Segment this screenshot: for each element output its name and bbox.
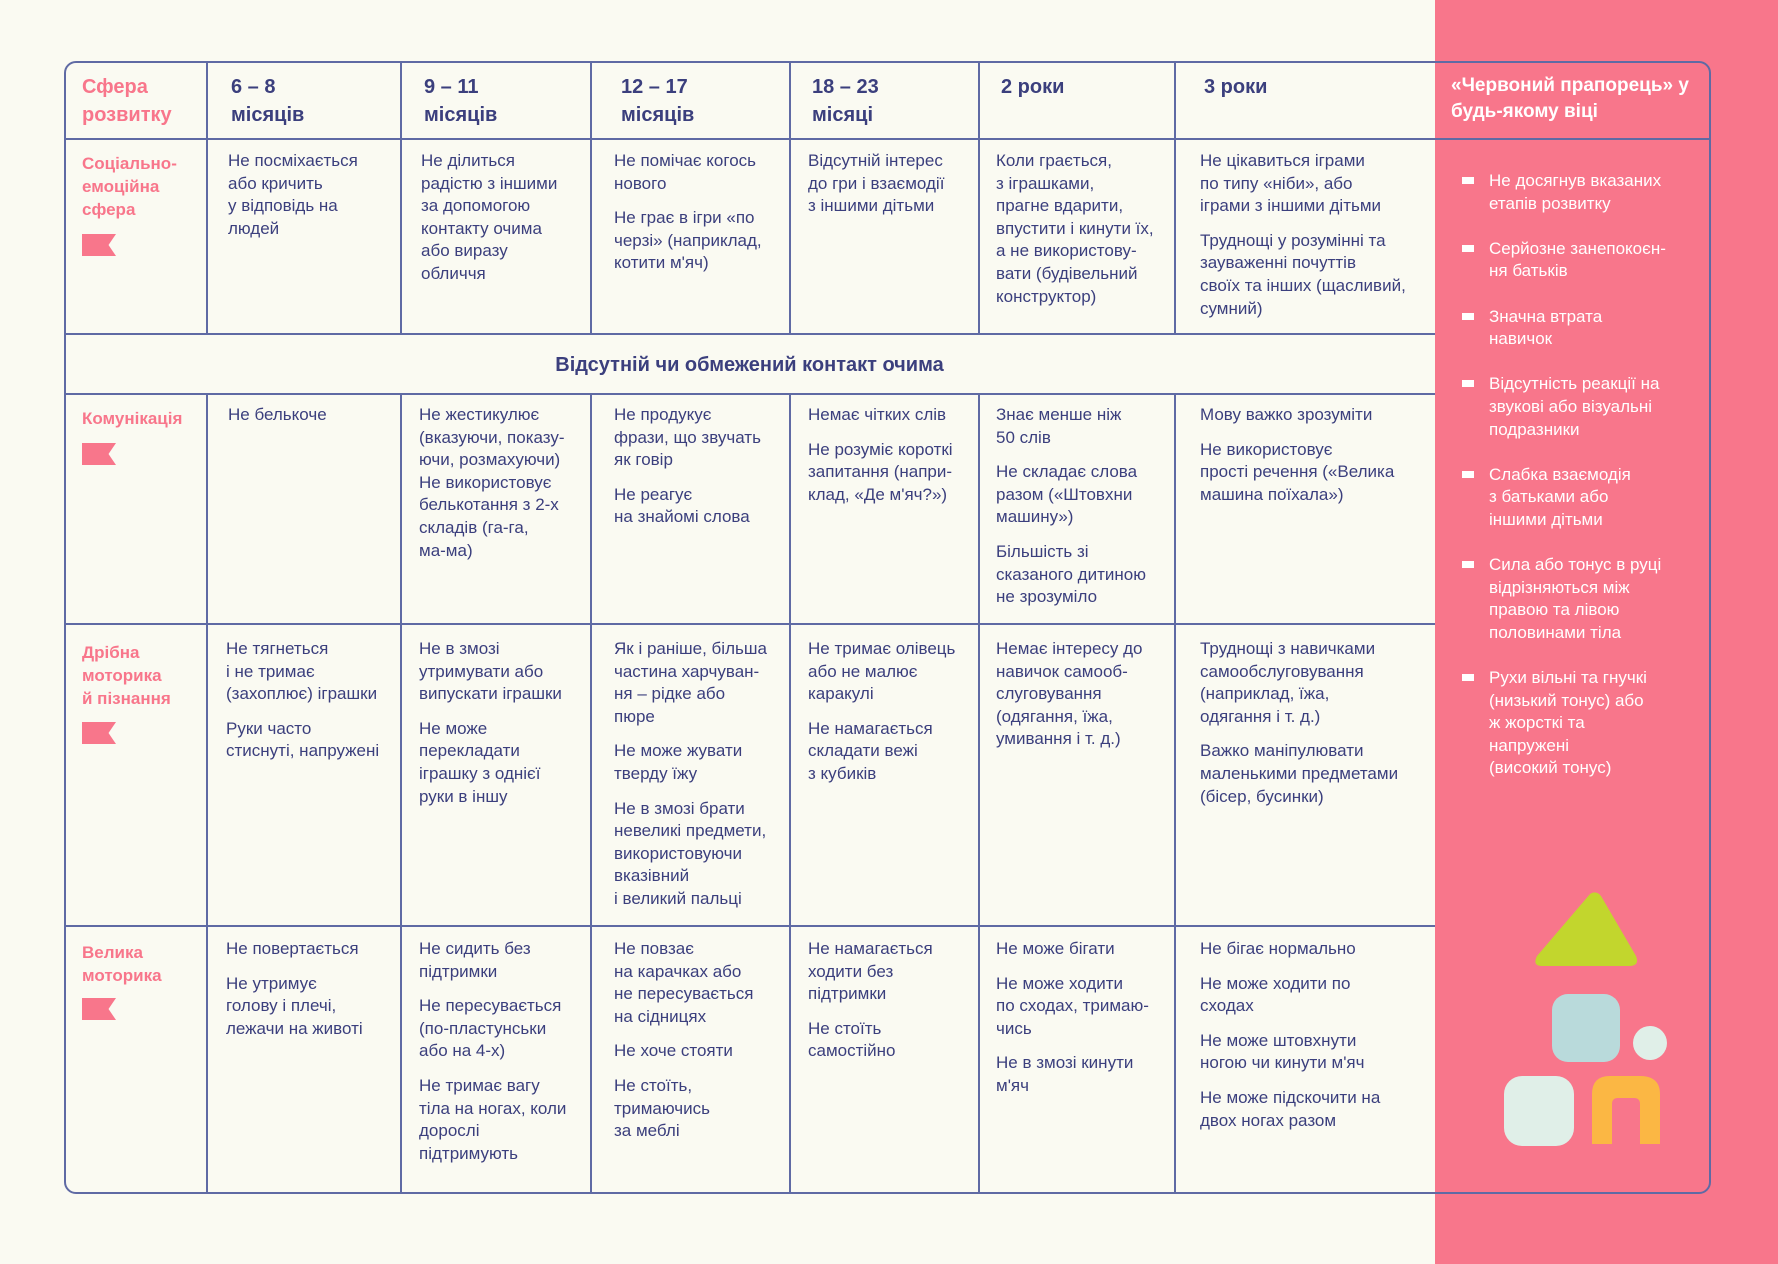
- column-divider: [978, 61, 980, 334]
- cell-text: Не белькоче: [228, 405, 327, 424]
- cell-text: Не може ходити по сходах, тримаю- чись: [996, 973, 1149, 1038]
- cell-fine-motor-9-11: [419, 638, 589, 820]
- bullet-icon: [1462, 245, 1474, 252]
- red-flag-item: [1462, 464, 1702, 532]
- row-label-gross-motor: Велика моторика: [82, 943, 162, 985]
- bullet-icon: [1462, 177, 1474, 184]
- column-divider: [978, 393, 980, 1194]
- cell-gross-motor-12-17: [614, 938, 788, 1155]
- cell-text: Не може перекладати іграшку з однієї руки в іншу: [419, 718, 541, 806]
- red-flag-text: Значна втрата навичок: [1489, 306, 1603, 349]
- red-flag-item: [1462, 170, 1702, 215]
- cell-text: Не пересувається (по-пластунськи або на 4-х): [419, 996, 562, 1061]
- cell-text: Руки часто стиснуті, напружені: [226, 718, 380, 761]
- cell-text: Не намагається ходити без підтримки: [808, 939, 933, 1004]
- red-flag-text: Сила або тонус в руці відрізняються між правою та лівою половинами тіла: [1489, 555, 1662, 642]
- cell-text: Важко маніпулювати маленькими предметами (бісер, бусинки): [1200, 741, 1399, 806]
- column-divider: [1174, 61, 1176, 334]
- cell-text: Не повертається: [226, 939, 359, 958]
- column-divider: [1174, 393, 1176, 1194]
- cell-text: Не посміхається або кричить у відповідь на людей: [228, 151, 358, 238]
- cell-gross-motor-9-11: [419, 938, 589, 1177]
- red-flag-item: [1462, 373, 1702, 441]
- cell-fine-motor-3: [1200, 638, 1432, 820]
- cell-text: Не стоїть, тримаючись за меблі: [614, 1075, 710, 1141]
- red-flag-text: Слабка взаємодія з батьками або іншими дітьми: [1489, 464, 1631, 529]
- row-label-social: Соціально- емоційна сфера: [82, 154, 177, 219]
- header-divider: [64, 138, 1711, 140]
- cell-text: Не може бігати: [996, 939, 1115, 958]
- red-flag-item: [1462, 554, 1702, 644]
- red-flag-title: «Червоний прапорець» у будь-якому віці: [1451, 75, 1689, 122]
- header-age-6-8: 6 – 8 місяців: [231, 76, 305, 126]
- red-flag-text: Відсутність реакції на звукові або візуальні подразники: [1489, 374, 1660, 439]
- row-label-fine-motor: Дрібна моторика й пізнання: [82, 643, 171, 708]
- column-divider: [400, 393, 402, 1194]
- red-flag-item: [1462, 238, 1702, 283]
- cell-gross-motor-3: [1200, 938, 1432, 1144]
- header-age-2: 2 роки: [1001, 76, 1065, 98]
- cell-text: Не розуміє короткі запитання (напри- клад, «Де м'яч?»): [808, 439, 953, 504]
- cell-text: Не стоїть самостійно: [808, 1018, 896, 1061]
- cell-communication-9-11: [419, 404, 589, 574]
- cell-text: Немає чітких слів: [808, 405, 947, 424]
- red-flag-item: [1462, 306, 1702, 351]
- bullet-icon: [1462, 674, 1474, 681]
- cell-text: Не в змозі кинути м'яч: [996, 1053, 1134, 1095]
- cell-gross-motor-6-8: [226, 938, 398, 1052]
- red-flag-list: [1462, 170, 1702, 803]
- cell-text: Не може штовхнути ногою чи кинути м'яч: [1200, 1030, 1365, 1073]
- cell-social-18-23: [808, 150, 976, 230]
- column-divider: [789, 393, 791, 1194]
- cell-text: Не грає в ігри «по черзі» (наприклад, котити м'яч): [614, 208, 762, 273]
- arch-block-icon: [1592, 1076, 1660, 1144]
- header-age-18-23: 18 – 23 місяці: [812, 76, 879, 126]
- bullet-icon: [1462, 313, 1474, 320]
- square-block-icon: [1552, 994, 1620, 1062]
- toy-blocks-illustration: [1490, 890, 1690, 1150]
- column-divider: [590, 61, 592, 334]
- cell-text: Не цікавиться іграми по типу «ніби», або іграми з іншими дітьми: [1200, 151, 1382, 216]
- cell-communication-3: [1200, 404, 1432, 518]
- cell-text: Не реагує на знайомі слова: [614, 484, 750, 527]
- cell-text: Мову важко зрозуміти: [1200, 405, 1373, 424]
- red-flag-item: [1462, 667, 1702, 780]
- header-age-3: 3 роки: [1204, 76, 1268, 98]
- cell-text: Не хоче стояти: [614, 1041, 733, 1061]
- header-age-12-17: 12 – 17 місяців: [621, 76, 695, 126]
- red-flag-text: Серйозне занепокоєн- ня батьків: [1489, 238, 1666, 281]
- cell-text: Не ділиться радістю з іншими за допомогою контакту очима або виразу обличчя: [421, 151, 558, 283]
- cell-fine-motor-2: [996, 638, 1172, 763]
- red-flag-text: Рухи вільні та гнучкі (низький тонус) або ж жорсткі та напружені (високий тонус): [1489, 668, 1647, 778]
- cell-text: Не в змозі утримувати або випускати іграшки: [419, 639, 562, 704]
- header-age-9-11: 9 – 11 місяців: [424, 76, 498, 126]
- cell-text: Труднощі у розумінні та зауваженні почуттів своїх та інших (щасливий, сумний): [1200, 230, 1406, 318]
- row-label-communication: Комунікація: [82, 409, 183, 428]
- cell-text: Не тримає олівець або не малює каракулі: [808, 639, 956, 704]
- cell-text: Не сидить без підтримки: [419, 939, 531, 981]
- cell-text: Не намагається складати вежі з кубиків: [808, 718, 933, 783]
- row-divider: [64, 623, 1435, 625]
- cell-text: Не тягнеться і не тримає (захоплює) іграшки: [226, 639, 378, 704]
- cell-social-12-17: [614, 150, 788, 287]
- cell-fine-motor-18-23: [808, 638, 976, 798]
- cell-text: Не використовує прості речення («Велика машина поїхала»): [1200, 439, 1395, 504]
- cell-text: Знає менше ніж 50 слів: [996, 405, 1122, 447]
- cell-social-3: [1200, 150, 1432, 332]
- cell-social-2: [996, 150, 1172, 320]
- bullet-icon: [1462, 561, 1474, 568]
- cell-text: Не помічає когось нового: [614, 151, 757, 193]
- cell-text: Не складає слова разом («Штовхни машину»): [996, 462, 1138, 527]
- column-divider: [206, 393, 208, 1194]
- cell-text: Не жестикулює (вказуючи, показу- ючи, розмахуючи) Не використовує белькотання з 2-х складів (га-га, ма-ма): [419, 405, 565, 560]
- bullet-icon: [1462, 380, 1474, 387]
- cell-social-6-8: [228, 150, 398, 252]
- cell-communication-18-23: [808, 404, 976, 518]
- cell-text: Не може підскочити на двох ногах разом: [1200, 1087, 1381, 1130]
- soft-block-icon: [1504, 1076, 1574, 1146]
- cell-social-9-11: [421, 150, 588, 298]
- cell-text: Не продукує фрази, що звучать як говір: [614, 405, 761, 470]
- column-divider: [206, 61, 208, 334]
- red-flag-text: Не досягнув вказаних етапів розвитку: [1489, 171, 1662, 213]
- cell-fine-motor-6-8: [226, 638, 398, 775]
- column-divider: [400, 61, 402, 334]
- cell-text: Не тримає вагу тіла на ногах, коли дорослі підтримують: [419, 1075, 567, 1163]
- cell-text: Більшість зі сказаного дитиною не зрозуміло: [996, 541, 1146, 607]
- cell-text: Немає інтересу до навичок самооб- слуговування (одягання, їжа, умивання і т. д.): [996, 639, 1143, 749]
- cell-gross-motor-18-23: [808, 938, 976, 1075]
- cell-communication-2: [996, 404, 1172, 621]
- cell-text: Не може ходити по сходах: [1200, 973, 1351, 1016]
- triangle-block-icon: [1535, 892, 1637, 966]
- cell-text: Труднощі з навичками самообслуговування (наприклад, їжа, одягання і т. д.): [1200, 639, 1376, 726]
- bullet-icon: [1462, 471, 1474, 478]
- cell-text: Не утримує голову і плечі, лежачи на животі: [226, 973, 363, 1038]
- eye-contact-banner: Відсутній чи обмежений контакт очима: [555, 353, 944, 376]
- row-divider: [64, 925, 1435, 927]
- cell-text: Не в змозі брати невеликі предмети, використовуючи вказівний і великий пальці: [614, 798, 767, 908]
- cell-communication-12-17: [614, 404, 788, 541]
- cell-text: Не бігає нормально: [1200, 939, 1356, 958]
- header-sphere: Сфера розвитку: [82, 76, 172, 126]
- cell-text: Відсутній інтерес до гри і взаємодії з іншими дітьми: [808, 151, 945, 216]
- cell-communication-6-8: [228, 404, 398, 439]
- cell-text: Не повзає на карачках або не пересувається на сідницях: [614, 939, 754, 1026]
- cell-gross-motor-2: [996, 938, 1172, 1110]
- column-divider: [590, 393, 592, 1194]
- cell-text: Коли грається, з іграшками, прагне вдарити, впустити і кинути їх, а не використову- вати (будівельний конструктор): [996, 151, 1154, 306]
- cell-fine-motor-12-17: [614, 638, 788, 923]
- ball-icon: [1633, 1026, 1667, 1060]
- cell-text: Як і раніше, більша частина харчуван- ня – рідке або пюре: [614, 639, 767, 726]
- cell-text: Не може жувати тверду їжу: [614, 741, 743, 783]
- column-divider: [789, 61, 791, 334]
